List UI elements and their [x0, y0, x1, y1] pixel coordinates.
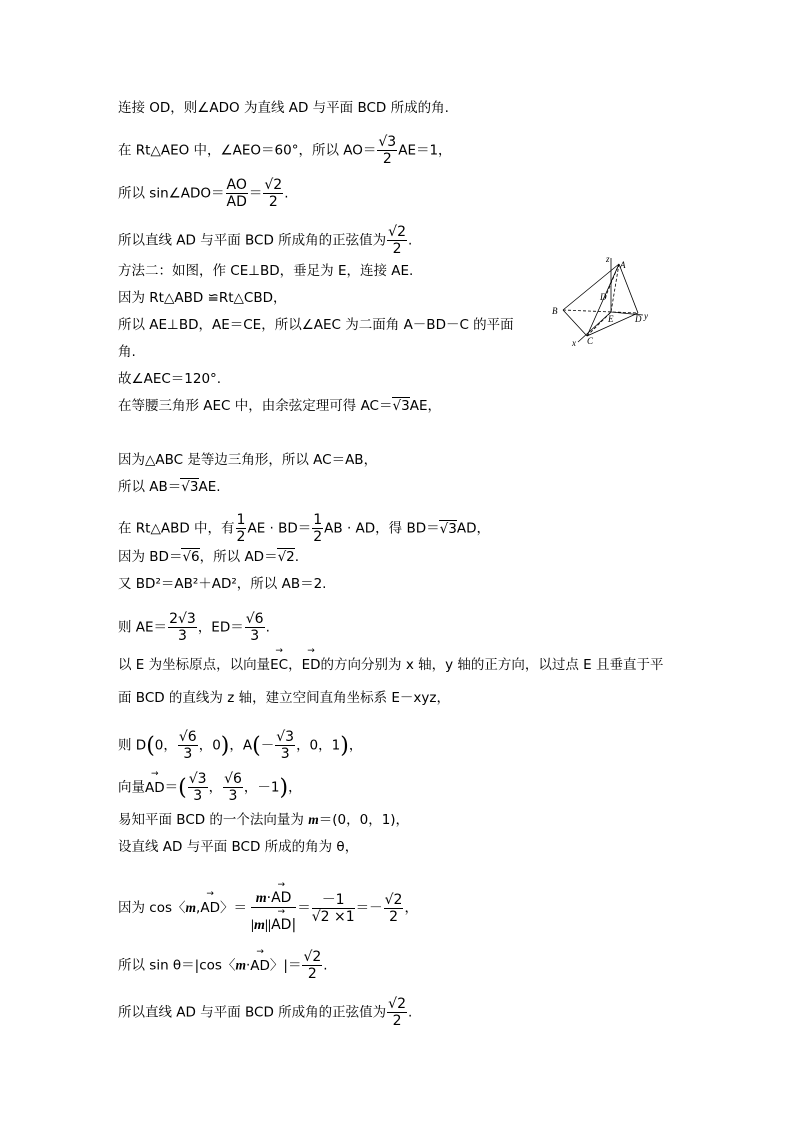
text-line: 因为 Rt△ABD ≌Rt△CBD，	[118, 290, 287, 306]
vector-ad: → AD	[200, 900, 220, 916]
text-line: 在 Rt△AEO 中，∠AEO＝60°，所以 AO＝ $\frac{√3}{2}$ AE＝1，	[118, 134, 452, 167]
segment-ae	[611, 264, 619, 312]
text-line: 面 BCD 的直线为 z 轴，建立空间直角坐标系 E－xyz，	[118, 690, 450, 706]
fraction: $\frac{√3}{2}$	[378, 134, 397, 167]
label-e: E	[608, 314, 614, 324]
label-z: z	[606, 254, 610, 264]
text-line: 所以 sin∠ADO＝ $\frac{AO}{AD}$ ＝ $\frac{√2}{2}$ .	[118, 177, 289, 210]
fraction: $\frac{-1}{√2 \times 1}$	[311, 891, 355, 925]
fraction: $\frac{√3}{3}$	[188, 771, 207, 804]
edge-ab	[563, 264, 619, 310]
label-d: D	[635, 314, 642, 324]
text-line: 在等腰三角形 AEC 中，由余弦定理可得 AC＝√3AE，	[118, 398, 441, 414]
label-b: B	[552, 306, 558, 316]
label-y: y	[644, 311, 648, 321]
edge-bd	[563, 310, 638, 313]
vector-ed: → ED	[302, 657, 321, 673]
vector-ad: → AD	[250, 958, 270, 974]
fraction: $\frac{√6}{3}$	[224, 771, 242, 804]
pyramid-figure	[545, 250, 685, 350]
label-d-upper: D	[600, 292, 607, 302]
label-a: A	[620, 260, 626, 270]
edge-bc	[563, 310, 587, 336]
text-line: 角.	[118, 344, 136, 360]
fraction: $\frac{2√3}{3}$	[169, 611, 196, 644]
edge-ad	[619, 264, 638, 313]
vector-ad: → AD	[145, 780, 165, 796]
text-line: 连接 OD，则∠ADO 为直线 AD 与平面 BCD 所成的角.	[118, 100, 449, 116]
fraction: $\frac{1}{2}$	[313, 512, 323, 545]
fraction: $\frac{√2}{2}$	[388, 224, 406, 257]
text-line: 因为 cos〈m,→ AD〉＝ $\frac{m\cdot\to AD}{|m||\to AD|}$ ＝ $\frac{-1}{√2 \times 1}$ ＝－ $\frac{√2}{2}$ ，	[118, 883, 418, 933]
text-line: 因为 BD＝√6，所以 AD＝√2.	[118, 549, 300, 565]
text-line: 所以直线 AD 与平面 BCD 所成角的正弦值为 $\frac{√2}{2}$ .	[118, 996, 413, 1029]
fraction: $\frac{1}{2}$	[236, 512, 246, 545]
text-line: 向量→ AD＝( $\frac{√3}{3}$ ， $\frac{√6}{3}$ ，－1)，	[118, 772, 302, 803]
text-line: 则 AE＝ $\frac{2√3}{3}$ ，ED＝ $\frac{√6}{3}$ .	[118, 611, 270, 644]
text-line: 设直线 AD 与平面 BCD 所成的角为 θ，	[118, 839, 359, 855]
text-line: 所以 AB＝√3AE.	[118, 479, 221, 495]
text-line: 所以 sin θ＝|cos〈m·→ AD〉|＝ $\frac{√2}{2}$ .	[118, 950, 328, 981]
fraction: $\frac{√6}{3}$	[245, 611, 264, 644]
text-line: 因为△ABC 是等边三角形，所以 AC＝AB，	[118, 452, 378, 468]
text-line: 则 D(0， $\frac{√6}{3}$ ，0)，A(－ $\frac{√3}{3}$ ，0，1)，	[118, 729, 363, 762]
text-line: 在 Rt△ABD 中，有 $\frac{1}{2}$ AE · BD＝ $\frac{1}{2}$ AB · AD，得 BD＝√3AD，	[118, 512, 490, 545]
vector-ec: → EC	[270, 657, 288, 673]
fraction: $\frac{√2}{2}$	[388, 996, 406, 1029]
text-line: 所以 AE⊥BD，AE＝CE，所以∠AEC 为二面角 A－BD－C 的平面	[118, 317, 514, 333]
fraction: $\frac{AO}{AD}$	[226, 177, 247, 210]
fraction: $\frac{m\cdot\to AD}{|m||\to AD|}$	[251, 883, 296, 933]
text-line: 所以直线 AD 与平面 BCD 所成角的正弦值为 $\frac{√2}{2}$ .	[118, 224, 413, 257]
fraction: $\frac{√3}{3}$	[276, 729, 295, 762]
label-x: x	[572, 338, 576, 348]
fraction: $\frac{√6}{3}$	[178, 729, 197, 762]
text-line: 以 E 为坐标原点，以向量→ EC，→ ED的方向分别为 x 轴，y 轴的正方向，以过点 E 且垂直于平	[118, 657, 664, 673]
label-c: C	[587, 336, 594, 346]
fraction: $\frac{√2}{2}$	[264, 177, 283, 210]
fraction: $\frac{√2}{2}$	[303, 949, 322, 982]
text-line: 易知平面 BCD 的一个法向量为 m＝(0，0，1)，	[118, 812, 410, 828]
text-line: 故∠AEC＝120°.	[118, 371, 222, 387]
inner-d	[605, 264, 619, 298]
text-line: 又 BD²＝AB²＋AD²，所以 AB＝2.	[118, 576, 327, 592]
text-line: 方法二：如图，作 CE⊥BD，垂足为 E，连接 AE.	[118, 263, 414, 279]
fraction: $\frac{√2}{2}$	[384, 891, 403, 925]
